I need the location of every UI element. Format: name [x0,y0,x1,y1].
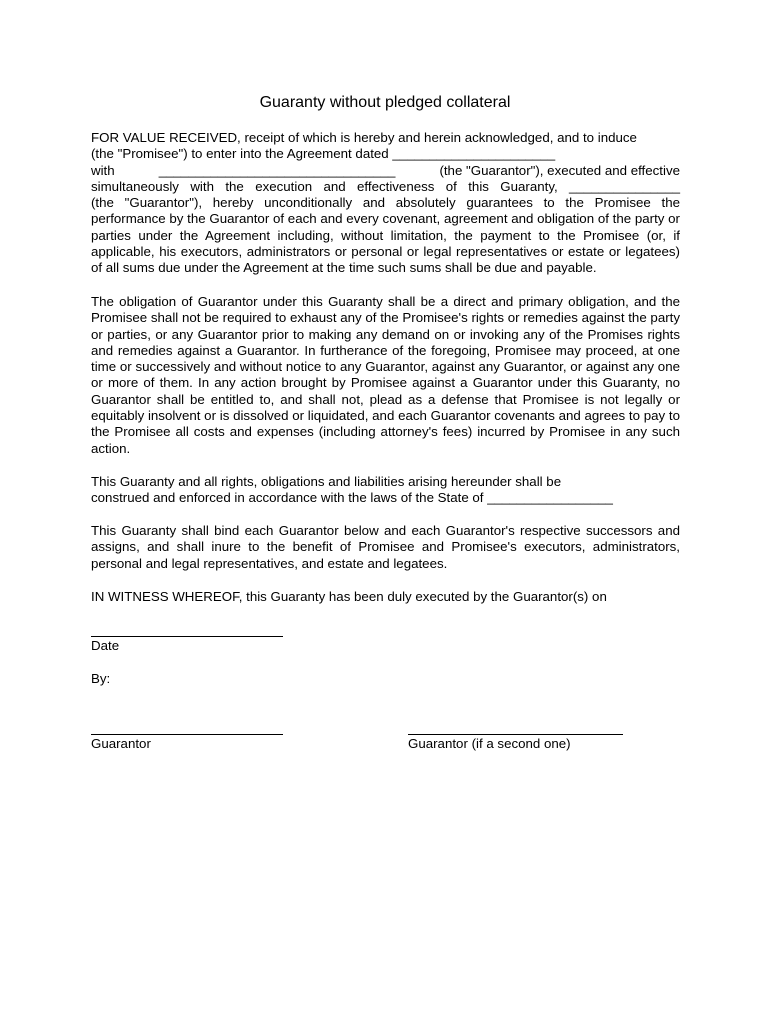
governing-law-line-1: This Guaranty and all rights, obligations and liabilities arising hereunder shall be [91,474,562,489]
governing-law-line-2: construed and enforced in accordance with the laws of the State of _________________ [91,490,613,506]
date-signature-line [91,636,283,637]
paragraph-intro [91,130,680,277]
intro-line-4: simultaneously with the execution and effectiveness of this Guaranty, _______________ [91,178,680,194]
document-title: Guaranty without pledged collateral [259,94,511,111]
intro-line-2: (the "Promisee") to enter into the Agreement dated ______________________ [91,146,556,162]
guarantor-label: Guarantor [91,736,151,751]
by-label: By: [91,671,111,686]
paragraph-obligation: The obligation of Guarantor under this Guaranty shall be a direct and primary obligation, and the Promisee shall not be required to exhaust any of the Promisee's rights or remedies against the party or parties, or any Guarantor prior to making any demand on or invoking any of the Promises rights and remedies against a Guarantor. In furtherance of the foregoing, Promisee may proceed, at one time or successively and without notice to any Guarantor, against any Guarantor, or against any one or more of them. In any action brought by Promisee against a Guarantor under this Guaranty, no Guarantor shall be entitled to, and shall not, plead as a defense that Promisee is not legally or equitably insolvent or is dissolved or liquidated, and each Guarantor covenants and agrees to pay to the Promisee all costs and expenses (including attorney's fees) incurred by Promisee in any such action. [91,294,680,456]
intro-line-1: FOR VALUE RECEIVED, receipt of which is hereby and herein acknowledged, and to induce [91,130,637,145]
second-guarantor-label: Guarantor (if a second one) [408,736,571,751]
paragraph-successors: This Guaranty shall bind each Guarantor below and each Guarantor's respective successors and assigns, and shall inure to the benefit of Promisee and Promisee's executors, administrators, personal and legal representatives, and estate and legatees. [91,523,680,571]
date-label: Date [91,638,120,653]
intro-line-3 [91,163,680,179]
paragraph-witness: IN WITNESS WHEREOF, this Guaranty has been duly executed by the Guarantor(s) on [91,589,607,604]
intro-guarantor-text: (the "Guarantor"), executed and effective [439,162,680,178]
guarantor-signature-line [91,734,283,735]
second-guarantor-signature-line [408,734,623,735]
guarantor-name-blank: ________________________________ [158,162,396,178]
intro-rest: (the "Guarantor"), hereby unconditionally and absolutely guarantees to the Promisee the performance by the Guarantor of each and every covenant, agreement and obligation of the party or parties under the Agreement including, without limitation, the payment to the Promisee (or, if applicable, his executors, administrators or personal or legal representatives or estate or legatees) of all sums due under the Agreement at the time such sums shall be due and payable. [91,195,680,276]
paragraph-governing-law [91,474,680,507]
intro-with: with [91,162,115,178]
